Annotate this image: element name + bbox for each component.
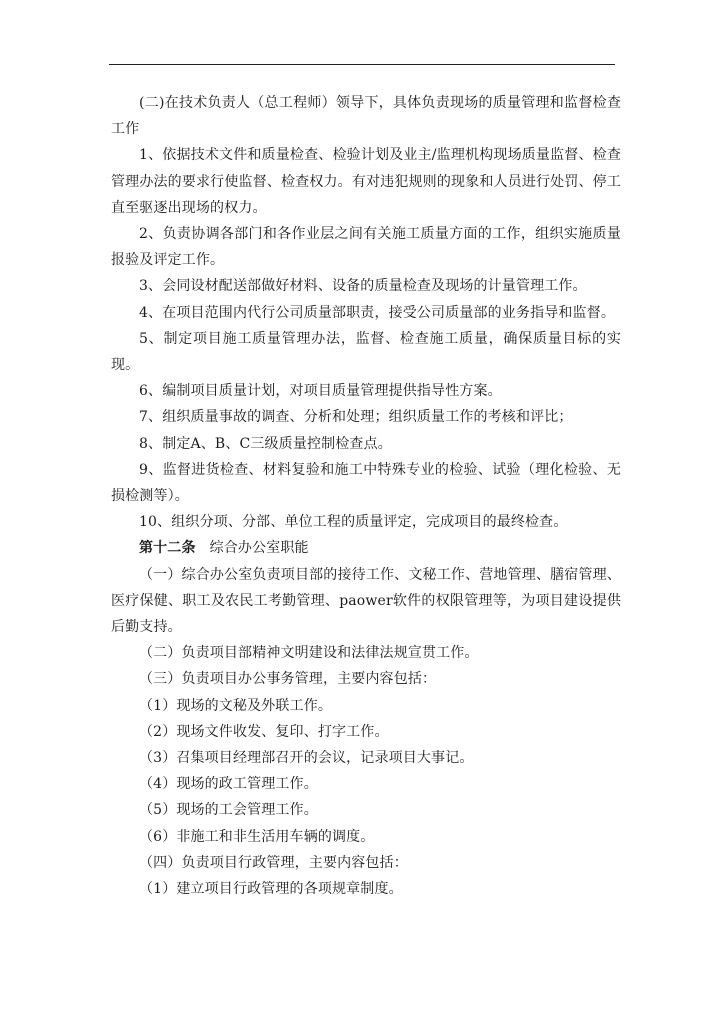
- paragraph: 6、编制项目质量计划，对项目质量管理提供指导性方案。: [139, 383, 502, 400]
- paragraph: (二)在技术负责人（总工程师）领导下，具体负责现场的质量管理和监督检查工作: [111, 95, 621, 138]
- paragraph: 4、在项目范围内代行公司质量部职责，接受公司质量部的业务指导和监督。: [139, 304, 616, 321]
- paragraph: 9、监督进货检查、材料复验和施工中特殊专业的检验、试验（理化检验、无损检测等）。: [111, 461, 621, 505]
- paragraph: 2、负责协调各部门和各作业层之间有关施工质量方面的工作，组织实施质量报验及评定工作。: [111, 226, 621, 269]
- paragraph: 7、组织质量事故的调查、分析和处理；组织质量工作的考核和评比；: [139, 409, 573, 426]
- paragraph: （四）负责项目行政管理，主要内容包括：: [139, 854, 408, 871]
- paragraph: （二）负责项目部精神文明建设和法律法规宣贯工作。: [139, 645, 479, 662]
- paragraph: （3）召集项目经理部召开的会议，记录项目大事记。: [139, 750, 474, 767]
- section-heading: [111, 535, 621, 561]
- header-rule: [109, 64, 615, 65]
- paragraph: 3、会同设材配送部做好材料、设备的质量检查及现场的计量管理工作。: [139, 278, 587, 295]
- paragraph: （一）综合办公室负责项目部的接待工作、文秘工作、营地管理、膳宿管理、医疗保健、职工及农民工考勤管理、paower软件的权限管理等，为项目建设提供后勤支持。: [111, 566, 621, 636]
- paragraph: 1、依据技术文件和质量检查、检验计划及业主/监理机构现场质量监督、检查管理办法的要求行使监督、检查权力。有对违犯规则的现象和人员进行处罚、停工直至驱逐出现场的权力。: [111, 147, 621, 216]
- paragraph: （三）负责项目办公事务管理，主要内容包括：: [139, 671, 437, 688]
- paragraph: 8、制定A、B、C三级质量控制检查点。: [139, 435, 392, 452]
- paragraph: 5、制定项目施工质量管理办法，监督、检查施工质量，确保质量目标的实现。: [111, 330, 621, 374]
- paragraph: （5）现场的工会管理工作。: [139, 802, 318, 819]
- paragraph: （1）现场的文秘及外联工作。: [139, 697, 333, 714]
- paragraph: （4）现场的政工管理工作。: [139, 776, 318, 793]
- paragraph: （2）现场文件收发、复印、打字工作。: [139, 723, 389, 740]
- paragraph: （6）非施工和非生活用车辆的调度。: [139, 828, 375, 845]
- document-body: [111, 90, 621, 902]
- paragraph: （1）建立项目行政管理的各项规章制度。: [139, 881, 403, 898]
- section-heading-title: 综合办公室职能: [209, 540, 309, 557]
- section-heading-label: 第十二条: [139, 540, 196, 557]
- paragraph: 10、组织分项、分部、单位工程的质量评定，完成项目的最终检查。: [139, 514, 568, 531]
